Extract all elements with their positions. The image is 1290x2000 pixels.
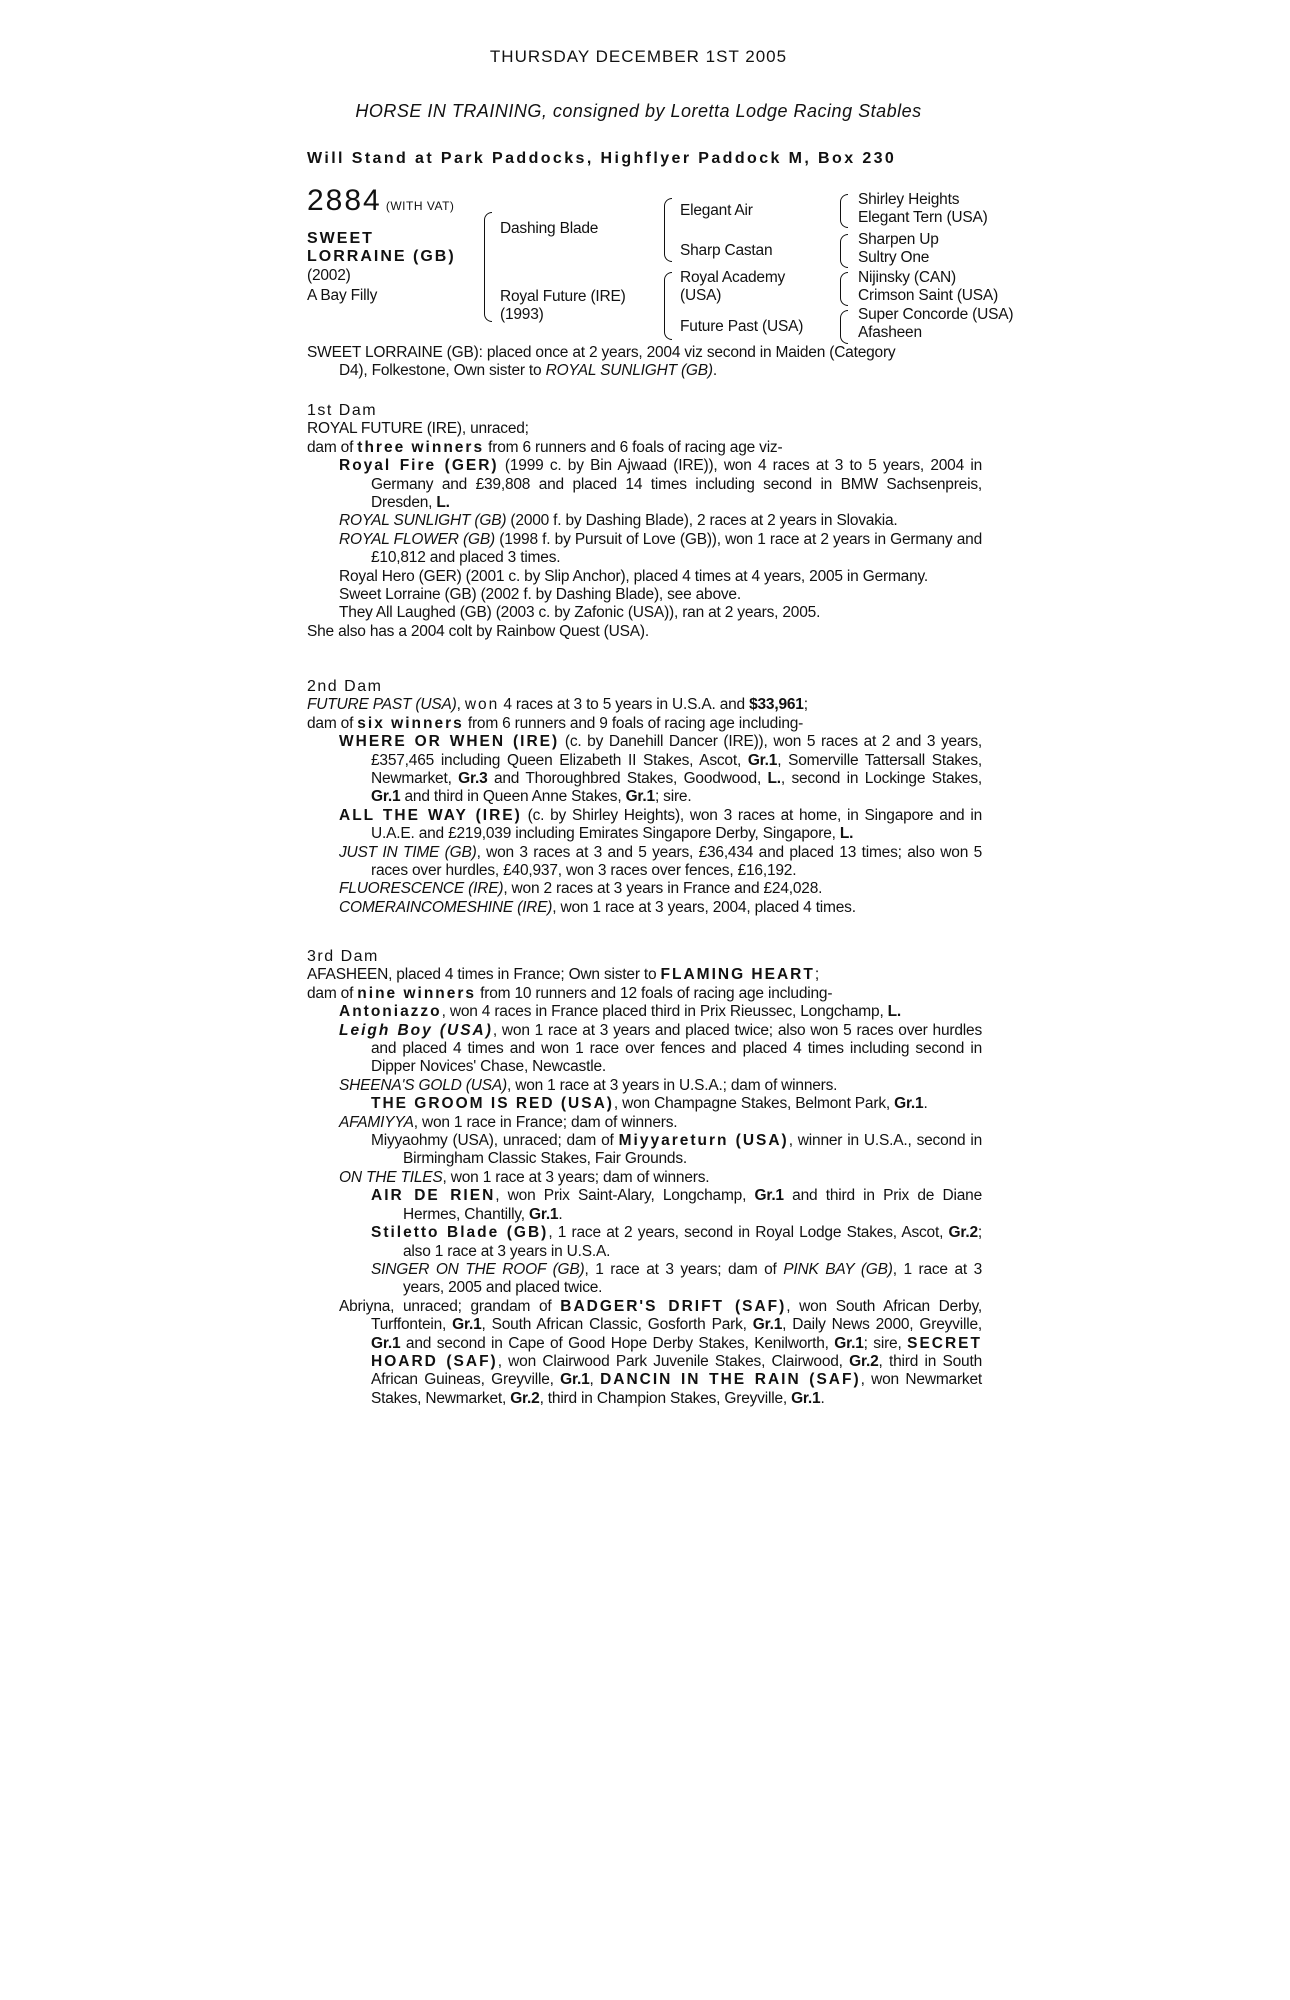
pedigree-bracket — [840, 310, 848, 344]
progeny-entry: AIR DE RIEN, won Prix Saint-Alary, Longchamp, Gr.1 and third in Prix de Diane Hermes, Chantilly, Gr.1. — [371, 1187, 982, 1223]
progeny-entry: Royal Hero (GER) (2001 c. by Slip Anchor), placed 4 times at 4 years, 2005 in Germany. — [339, 567, 929, 585]
pedigree-g4: Sultry One — [858, 249, 930, 266]
pedigree-g3: Sharpen Up — [858, 231, 939, 248]
lot-number: 2884 — [307, 184, 382, 217]
pedigree-bracket — [664, 198, 672, 262]
progeny-entry: Leigh Boy (USA), won 1 race at 3 years and placed twice; also won 5 races over hurdles and placed 4 times and won 1 race over fences and placed 4 times including second in Dipper Novices' Chase, Newcastle. — [339, 1021, 982, 1076]
pedigree-dam-sire-country: (USA) — [680, 287, 722, 304]
second-dam-section — [307, 678, 982, 917]
pedigree-g1: Shirley Heights — [858, 191, 960, 208]
progeny-entry: Stiletto Blade (GB), 1 race at 2 years, second in Royal Lodge Stakes, Ascot, Gr.2; also 1 race at 3 years in U.S.A. — [371, 1224, 982, 1260]
first-dam-section — [307, 402, 982, 641]
vat-note: (WITH VAT) — [385, 199, 455, 213]
pedigree-bracket — [840, 272, 848, 306]
progeny-entry: Miyyaohmy (USA), unraced; dam of Miyyareturn (USA), winner in U.S.A., second in Birmingham Classic Stakes, Fair Grounds. — [371, 1132, 983, 1168]
dam-line: ROYAL FUTURE (IRE), unraced; — [307, 420, 529, 438]
section-heading: 2nd Dam — [307, 678, 383, 695]
pedigree-sire-sire: Elegant Air — [680, 202, 753, 219]
dam-line: dam of six winners from 6 runners and 9 foals of racing age including- — [307, 714, 804, 732]
progeny-entry: SINGER ON THE ROOF (GB), 1 race at 3 years; dam of PINK BAY (GB), 1 race at 3 years, 2005 and placed twice. — [371, 1260, 983, 1297]
horse-description: A Bay Filly — [307, 287, 378, 304]
third-dam-section — [307, 948, 982, 1408]
sale-date: THURSDAY DECEMBER 1ST 2005 — [489, 47, 788, 66]
pedigree-dam-year: (1993) — [500, 306, 544, 323]
pedigree-dam-sire: Royal Academy — [680, 269, 786, 286]
pedigree-bracket — [664, 272, 672, 340]
progeny-entry: Antoniazzo, won 4 races in France placed third in Prix Rieussec, Longchamp, L. — [339, 1003, 902, 1021]
progeny-entry: ROYAL FLOWER (GB) (1998 f. by Pursuit of Love (GB)), won 1 race at 2 years in Germany and £10,812 and placed 3 times. — [339, 530, 982, 567]
dam-line: FUTURE PAST (USA), won 4 races at 3 to 5 years in U.S.A. and $33,961; — [307, 696, 808, 714]
pedigree-sire-dam: Sharp Castan — [680, 242, 773, 259]
progeny-entry: THE GROOM IS RED (USA), won Champagne Stakes, Belmont Park, Gr.1. — [371, 1095, 928, 1113]
consignment-line: HORSE IN TRAINING, consigned by Loretta Lodge Racing Stables — [355, 101, 922, 121]
progeny-entry: AFAMIYYA, won 1 race in France; dam of winners. — [339, 1113, 678, 1131]
foaling-year: (2002) — [307, 267, 351, 284]
progeny-entry: ROYAL SUNLIGHT (GB) (2000 f. by Dashing Blade), 2 races at 2 years in Slovakia. — [339, 512, 898, 530]
pedigree-g5: Nijinsky (CAN) — [858, 269, 956, 286]
progeny-entry: WHERE OR WHEN (IRE) (c. by Danehill Dancer (IRE)), won 5 races at 2 and 3 years, £357,465 including Queen Elizabeth II Stakes, Ascot, Gr.1, Somerville Tattersall Stakes, Newmarket, Gr.3 and Thoroughbred Stakes, Goodwood, L., second in Lockinge Stakes, Gr.1 and third in Queen Anne Stakes, Gr.1; sire. — [339, 733, 982, 806]
progeny-entry: SHEENA'S GOLD (USA), won 1 race at 3 years in U.S.A.; dam of winners. — [339, 1076, 838, 1094]
pedigree-dam-dam: Future Past (USA) — [680, 318, 804, 335]
dam-line: AFASHEEN, placed 4 times in France; Own sister to FLAMING HEART; — [307, 966, 819, 984]
race-record — [307, 344, 977, 381]
section-heading: 1st Dam — [307, 402, 378, 419]
race-record-line: SWEET LORRAINE (GB): placed once at 2 years, 2004 viz second in Maiden (Category — [307, 344, 896, 361]
lot-number-line — [307, 184, 455, 217]
progeny-entry: ALL THE WAY (IRE) (c. by Shirley Heights), won 3 races at home, in Singapore and in U.A.E. and £219,039 including Emirates Singapore Derby, Singapore, L. — [339, 806, 982, 843]
progeny-entry: Sweet Lorraine (GB) (2002 f. by Dashing Blade), see above. — [339, 586, 741, 604]
section-heading: 3rd Dam — [307, 948, 379, 965]
progeny-entry: They All Laughed (GB) (2003 c. by Zafonic (USA)), ran at 2 years, 2005. — [339, 604, 821, 622]
stand-location: Will Stand at Park Paddocks, Highflyer Paddock M, Box 230 — [307, 150, 897, 167]
pedigree-sire: Dashing Blade — [500, 220, 599, 237]
pedigree-g6: Crimson Saint (USA) — [858, 287, 999, 304]
progeny-entry: Abriyna, unraced; grandam of BADGER'S DRIFT (SAF), won South African Derby, Turffontein, Gr.1, South African Classic, Gosforth Park, Gr.1, Daily News 2000, Greyville, Gr.1 and second in Cape of Good Hope Derby Stakes, Kenilworth, Gr.1; sire, SECRET HOARD (SAF), won Clairwood Park Juvenile Stakes, Clairwood, Gr.2, third in South African Guineas, Greyville, Gr.1, DANCIN IN THE RAIN (SAF), won Newmarket Stakes, Newmarket, Gr.2, third in Champion Stakes, Greyville, Gr.1. — [339, 1297, 982, 1407]
horse-name: SWEET LORRAINE (GB) — [307, 230, 456, 265]
dam-line: dam of three winners from 6 runners and 6 foals of racing age viz- — [307, 438, 783, 456]
progeny-entry: JUST IN TIME (GB), won 3 races at 3 and 5 years, £36,434 and placed 13 times; also won 5 races over hurdles, £40,937, won 3 races over fences, £16,192. — [339, 843, 982, 880]
pedigree-bracket — [840, 234, 848, 268]
pedigree-bracket — [484, 212, 492, 322]
pedigree-g8: Afasheen — [858, 324, 922, 341]
race-record-line: D4), Folkestone, Own sister to ROYAL SUNLIGHT (GB). — [339, 362, 718, 380]
pedigree-bracket — [840, 194, 848, 228]
dam-line: She also has a 2004 colt by Rainbow Quest (USA). — [307, 622, 649, 640]
progeny-entry: COMERAINCOMESHINE (IRE), won 1 race at 3 years, 2004, placed 4 times. — [339, 898, 856, 916]
progeny-entry: FLUORESCENCE (IRE), won 2 races at 3 years in France and £24,028. — [339, 880, 823, 898]
pedigree-dam: Royal Future (IRE) — [500, 288, 626, 305]
progeny-entry: ON THE TILES, won 1 race at 3 years; dam of winners. — [339, 1168, 710, 1186]
pedigree-g2: Elegant Tern (USA) — [858, 209, 988, 226]
progeny-entry: Royal Fire (GER) (1999 c. by Bin Ajwaad (IRE)), won 4 races at 3 to 5 years, 2004 in Germany and £39,808 and placed 14 times including second in BMW Sachsenpreis, Dresden, L. — [339, 457, 982, 512]
dam-line: dam of nine winners from 10 runners and 12 foals of racing age including- — [307, 984, 833, 1002]
pedigree-g7: Super Concorde (USA) — [858, 306, 1014, 323]
